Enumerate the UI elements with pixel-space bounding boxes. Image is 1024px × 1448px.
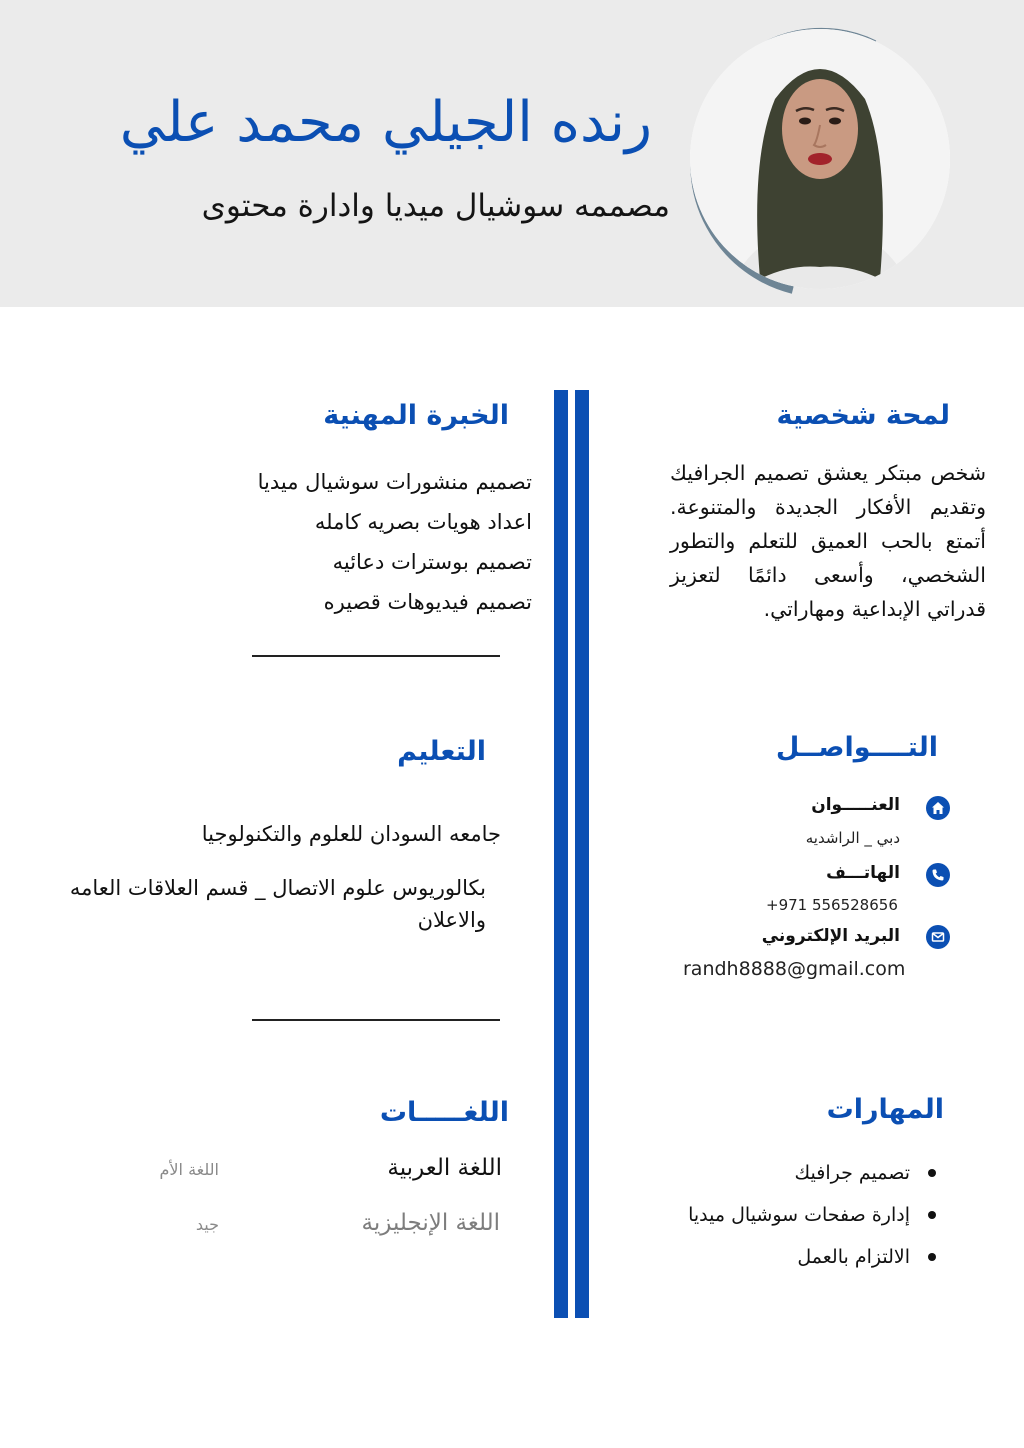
home-icon [926, 796, 950, 820]
divider-bar-left [554, 390, 568, 1318]
list-item [688, 1194, 948, 1236]
profile-photo [684, 23, 956, 295]
phone-icon [926, 863, 950, 887]
experience-item: اعداد هويات بصريه كامله [314, 510, 532, 534]
skills-heading: المهارات [826, 1094, 944, 1125]
experience-list [258, 462, 532, 622]
skills-list [688, 1152, 948, 1278]
center-divider [554, 390, 590, 1318]
experience-item: تصميم فيديوهات قصيره [323, 590, 532, 614]
bullet-icon [928, 1253, 936, 1261]
person-name: رنده الجيلي محمد علي [119, 90, 652, 155]
phone-label: الهاتـــف [826, 863, 900, 883]
bullet-icon [928, 1211, 936, 1219]
experience-heading: الخبرة المهنية [323, 400, 509, 431]
section-rule [252, 1019, 500, 1021]
section-rule [252, 655, 500, 657]
email-label: البريد الإلكتروني [761, 926, 900, 946]
divider-bar-right [575, 390, 589, 1318]
skill-label: تصميم جرافيك [794, 1162, 910, 1184]
skill-label: الالتزام بالعمل [797, 1246, 910, 1268]
language-name: اللغة العربية [387, 1155, 502, 1181]
experience-item: تصميم منشورات سوشيال ميديا [257, 470, 532, 494]
skill-label: إدارة صفحات سوشيال ميديا [688, 1204, 910, 1226]
language-name: اللغة الإنجليزية [361, 1210, 500, 1236]
experience-item: تصميم بوسترات دعائيه [332, 550, 532, 574]
phone-value[interactable]: +971 556528656 [766, 896, 898, 914]
address-value: دبي _ الراشديه [805, 829, 900, 847]
language-level: جيد [195, 1215, 219, 1234]
portrait-illustration [690, 29, 950, 289]
contact-heading: التــــواصــل [775, 732, 938, 763]
avatar [690, 29, 950, 289]
bullet-icon [928, 1169, 936, 1177]
languages-heading: اللغـــــات [379, 1097, 509, 1128]
email-value[interactable]: randh8888@gmail.com [683, 958, 906, 980]
header-band [0, 0, 1024, 307]
address-label: العنـــــوان [811, 795, 900, 815]
education-degree: بكالوريوس علوم الاتصال _ قسم العلاقات العامه والاعلان [69, 876, 486, 932]
list-item [688, 1236, 948, 1278]
education-university: جامعه السودان للعلوم والتكنولوجيا [201, 822, 501, 846]
education-heading: التعليم [397, 736, 486, 767]
profile-heading: لمحة شخصية [776, 400, 950, 431]
mail-icon [926, 925, 950, 949]
profile-text: شخص مبتكر يعشق تصميم الجرافيك وتقديم الأفكار الجديدة والمتنوعة. أتمتع بالحب العميق للتعلم والتطور الشخصي، وأسعى دائمًا لتعزيز قدراتي الإبداعية ومهاراتي. [670, 461, 986, 621]
list-item [688, 1152, 948, 1194]
job-title: مصممه سوشيال ميديا وادارة محتوى [201, 188, 670, 224]
language-level: اللغة الأم [159, 1160, 219, 1179]
